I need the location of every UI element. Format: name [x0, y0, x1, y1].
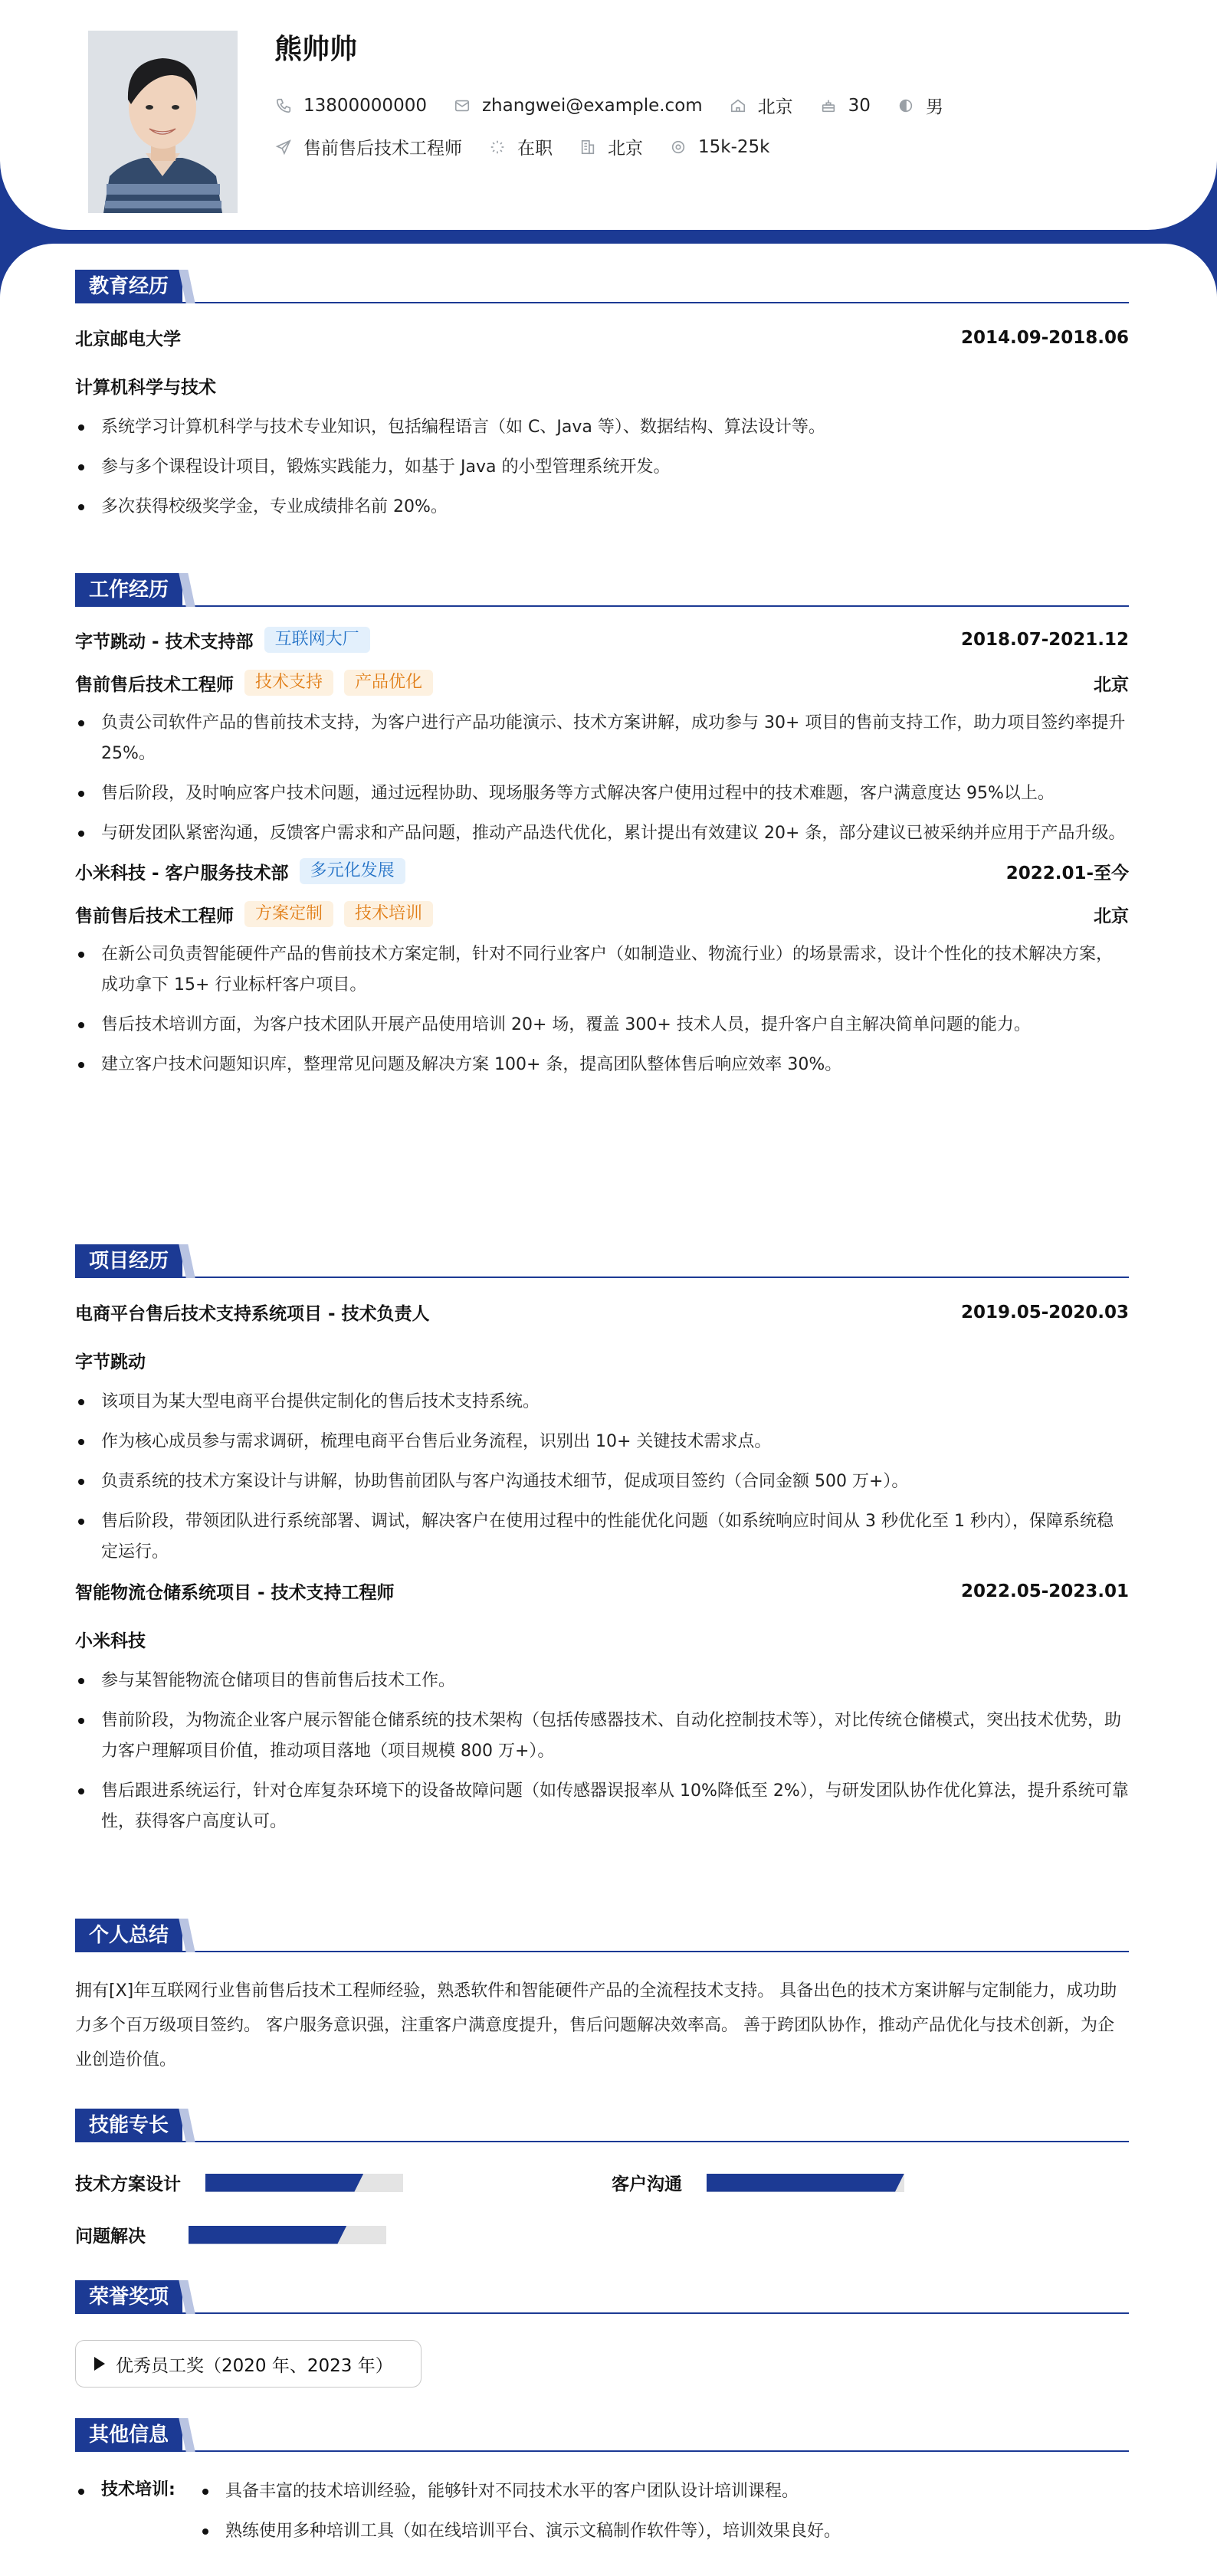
age-item — [819, 96, 871, 116]
list-item: 负责系统的技术方案设计与讲解，协助售前团队与客户沟通技术细节，促成项目签约（合同金额 500 万+）。 — [75, 1467, 1129, 1497]
skill-tag: 技术培训 — [344, 901, 433, 927]
project-company-row — [75, 1627, 1129, 1652]
skill-name: 问题解决 — [75, 2227, 146, 2247]
cake-icon — [819, 97, 838, 115]
company-name: 字节跳动 - 技术支持部 — [75, 631, 254, 652]
education-header — [75, 270, 1129, 303]
list-item: 具备丰富的技术培训经验，能够针对不同技术水平的客户团队设计培训课程。 — [199, 2476, 841, 2507]
list-item: 售前阶段，为物流企业客户展示智能仓储系统的技术架构（包括传感器技术、自动化控制技术等），对比传统仓储模式，突出技术优势，助力客户理解项目价值，推动项目落地（项目规模 800 万+）。 — [75, 1706, 1129, 1767]
school-name: 北京邮电大学 — [75, 329, 181, 349]
project-company: 小米科技 — [75, 1631, 146, 1651]
age-text: 30 — [848, 95, 871, 116]
home-icon — [729, 97, 747, 115]
contact-row — [274, 93, 969, 118]
section-title: 技能专长 — [75, 2109, 182, 2142]
status-text: 在职 — [517, 139, 553, 159]
send-icon — [274, 138, 293, 156]
skill-tag: 方案定制 — [244, 901, 333, 927]
list-item: 参与多个课程设计项目，锻炼实践能力，如基于 Java 的小型管理系统开发。 — [75, 452, 1129, 483]
profile-header — [0, 0, 1217, 230]
major-name: 计算机科学与技术 — [75, 378, 216, 398]
position-text: 售前售后技术工程师 — [303, 139, 462, 159]
job-bullets — [75, 939, 1129, 1080]
phone-icon — [274, 97, 293, 115]
project-name: 电商平台售后技术支持系统项目 - 技术负责人 — [75, 1304, 430, 1324]
section-title: 其他信息 — [75, 2418, 182, 2452]
expand-triangle-icon — [94, 2357, 105, 2371]
job-role: 售前售后技术工程师 — [75, 906, 234, 926]
skill-bar-fill — [707, 2174, 904, 2192]
location-item — [729, 93, 793, 118]
summary-section — [75, 1919, 1129, 2077]
education-bullets — [75, 412, 1129, 523]
education-period: 2014.09-2018.06 — [960, 327, 1129, 348]
list-item: 与研发团队紧密沟通，反馈客户需求和产品问题，推动产品迭代优化，累计提出有效建议 20+ 条，部分建议已被采纳并应用于产品升级。 — [75, 818, 1129, 849]
company-tag: 多元化发展 — [300, 858, 405, 884]
project-period: 2022.05-2023.01 — [960, 1581, 1129, 1601]
list-item: 售后技术培训方面，为客户技术团队开展产品使用培训 20+ 场，覆盖 300+ 技术人员，提升客户自主解决简单问题的能力。 — [75, 1010, 1129, 1041]
section-title: 项目经历 — [75, 1244, 182, 1278]
project-company: 字节跳动 — [75, 1352, 146, 1372]
job-row — [274, 134, 795, 159]
skill-tag: 产品优化 — [344, 670, 433, 696]
skill-item — [75, 2222, 386, 2247]
section-title: 荣誉奖项 — [75, 2280, 182, 2314]
awards-header — [75, 2280, 1129, 2314]
skills-header — [75, 2109, 1129, 2142]
skill-bar-fill — [205, 2174, 363, 2192]
list-item: 系统学习计算机科学与技术专业知识，包括编程语言（如 C、Java 等）、数据结构、算法设计等。 — [75, 412, 1129, 443]
skill-name: 客户沟通 — [612, 2175, 682, 2194]
project-company-row — [75, 1348, 1129, 1373]
project-period: 2019.05-2020.03 — [960, 1302, 1129, 1322]
list-item: 多次获得校级奖学金，专业成绩排名前 20%。 — [75, 492, 1129, 523]
awards-section — [75, 2280, 1129, 2403]
skill-item — [75, 2170, 403, 2195]
award-text: 优秀员工奖（2020 年、2023 年） — [116, 2355, 393, 2376]
list-item: 售后跟进系统运行，针对仓库复杂环境下的设备故障问题（如传感器误报率从 10%降低至 2%），与研发团队协作优化算法，提升系统可靠性，获得客户高度认可。 — [75, 1776, 1129, 1837]
list-item: 该项目为某大型电商平台提供定制化的售后技术支持系统。 — [75, 1387, 1129, 1417]
job-location: 北京 — [1094, 906, 1129, 926]
company-name: 小米科技 - 客户服务技术部 — [75, 863, 289, 883]
section-title: 教育经历 — [75, 270, 182, 303]
city-item — [579, 134, 643, 159]
projects-section — [75, 1244, 1129, 1847]
avatar-portrait — [88, 31, 238, 213]
education-section — [75, 270, 1129, 532]
skill-bar-fill — [189, 2226, 346, 2244]
job-role: 售前售后技术工程师 — [75, 674, 234, 695]
job-location: 北京 — [1094, 674, 1129, 695]
phone-text: 13800000000 — [303, 95, 427, 116]
job-company-row — [75, 627, 1129, 653]
job-role-row — [75, 901, 1129, 927]
project-bullets — [75, 1387, 1129, 1568]
salary-item — [669, 137, 769, 157]
list-item: 负责公司软件产品的售前技术支持，为客户进行产品功能演示、技术方案讲解，成功参与 30+ 项目的售前支持工作，助力项目签约率提升 25%。 — [75, 708, 1129, 769]
company-tag: 互联网大厂 — [264, 627, 370, 653]
list-item: 售后阶段，带领团队进行系统部署、调试，解决客户在使用过程中的性能优化问题（如系统响应时间从 3 秒优化至 1 秒内），保障系统稳定运行。 — [75, 1506, 1129, 1568]
location-text: 北京 — [757, 97, 793, 117]
job-period: 2022.01-至今 — [1005, 863, 1129, 883]
position-item — [274, 134, 462, 159]
list-item: 参与某智能物流仓储项目的售前售后技术工作。 — [75, 1666, 1129, 1696]
skill-name: 技术方案设计 — [75, 2175, 181, 2194]
email-item — [453, 96, 703, 116]
project-name: 智能物流仓储系统项目 - 技术支持工程师 — [75, 1583, 395, 1603]
work-header — [75, 573, 1129, 607]
education-row — [75, 325, 1129, 350]
list-item: 售后阶段，及时响应客户技术问题，通过远程协助、现场服务等方式解决客户使用过程中的技术难题，客户满意度达 95%以上。 — [75, 778, 1129, 809]
other-info-item — [75, 2476, 841, 2556]
skill-bar — [205, 2174, 403, 2192]
project-row — [75, 1299, 1129, 1325]
mail-icon — [453, 97, 471, 115]
other-label: 技术培训: — [75, 2476, 199, 2556]
job-bullets — [75, 708, 1129, 849]
skills-section — [75, 2109, 1129, 2262]
gender-item — [897, 93, 943, 118]
phone-item — [274, 96, 427, 116]
projects-header — [75, 1244, 1129, 1278]
list-item: 熟练使用多种培训工具（如在线培训平台、演示文稿制作软件等），培训效果良好。 — [199, 2516, 841, 2547]
project-row — [75, 1578, 1129, 1604]
skill-bar — [189, 2226, 386, 2244]
other-bullets — [199, 2476, 841, 2556]
candidate-name: 熊帅帅 — [274, 34, 358, 65]
coin-icon — [669, 138, 687, 156]
other-header — [75, 2418, 1129, 2452]
summary-text: 拥有[X]年互联网行业售前售后技术工程师经验，熟悉软件和智能硬件产品的全流程技术支持。 具备出色的技术方案讲解与定制能力，成功助力多个百万级项目签约。 客户服务意识强，注重客户满意度提升，售后问题解决效率高。 善于跨团队协作，推动产品优化与技术创新，为企业创造价值。 — [75, 1981, 1117, 2070]
skill-item — [612, 2170, 904, 2195]
section-title: 工作经历 — [75, 573, 182, 607]
skill-tag: 技术支持 — [244, 670, 333, 696]
building-icon — [579, 138, 597, 156]
list-item: 作为核心成员参与需求调研，梳理电商平台售后业务流程，识别出 10+ 关键技术需求点。 — [75, 1427, 1129, 1457]
section-title: 个人总结 — [75, 1919, 182, 1952]
loading-icon — [488, 138, 507, 156]
salary-text: 15k-25k — [698, 136, 770, 157]
list-item: 建立客户技术问题知识库，整理常见问题及解决方案 100+ 条，提高团队整体售后响应效率 30%。 — [75, 1050, 1129, 1080]
avatar — [88, 31, 238, 213]
city-text: 北京 — [608, 139, 643, 159]
work-section — [75, 573, 1129, 1090]
list-item: 在新公司负责智能硬件产品的售前技术方案定制，针对不同行业客户（如制造业、物流行业）的场景需求，设计个性化的技术解决方案，成功拿下 15+ 行业标杆客户项目。 — [75, 939, 1129, 1001]
gender-text: 男 — [925, 97, 943, 117]
email-text: zhangwei@example.com — [481, 95, 703, 116]
job-role-row — [75, 670, 1129, 696]
major-row — [75, 373, 1129, 398]
status-item — [488, 134, 553, 159]
gender-icon — [897, 97, 915, 115]
skill-bar — [707, 2174, 904, 2192]
summary-header — [75, 1919, 1129, 1952]
other-section — [75, 2418, 1129, 2576]
job-period: 2018.07-2021.12 — [960, 630, 1129, 650]
job-company-row — [75, 858, 1129, 884]
project-bullets — [75, 1666, 1129, 1837]
award-item[interactable] — [75, 2340, 422, 2388]
